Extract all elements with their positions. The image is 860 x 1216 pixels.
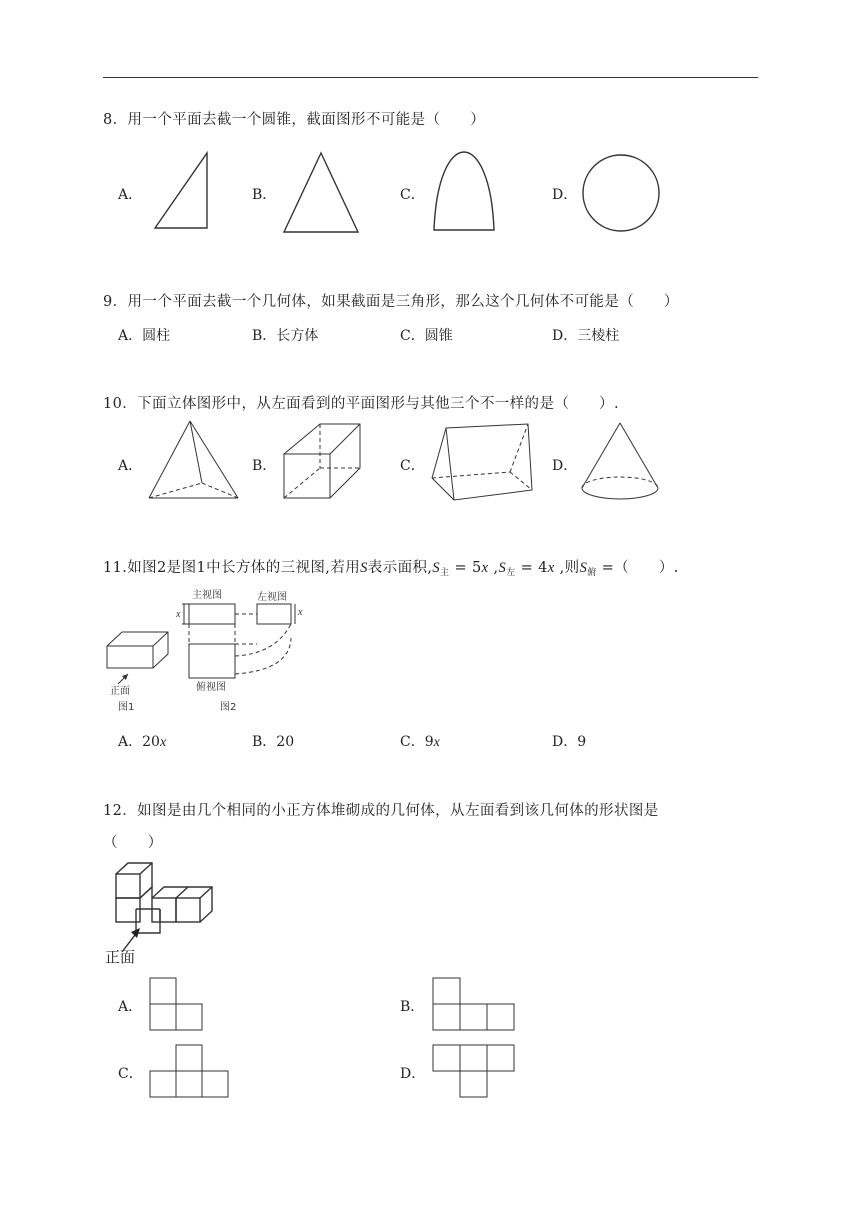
q11-x1: x <box>481 560 489 576</box>
q8-right-triangle-figure <box>150 150 210 232</box>
q10-option-d-label[interactable]: D． <box>552 458 578 474</box>
q11-fig2-label: 图2 <box>220 702 237 713</box>
q9-stem: 9．用一个平面去截一个几何体，如果截面是三角形，那么这个几何体不可能是（ ） <box>103 294 679 310</box>
q11-s-top: S <box>579 560 588 576</box>
q11-option-a-label: A． <box>118 734 143 750</box>
q11-comma1: , <box>488 560 499 576</box>
q11-option-d-label: D． <box>552 734 578 750</box>
q11-main-view-rect <box>189 604 235 624</box>
q11-stem-lead: 11.如图2是图1中长方体的三视图,若用 <box>103 560 361 576</box>
q11-option-c-var: x <box>433 735 440 750</box>
q10-option-b-label[interactable]: B． <box>252 458 277 474</box>
q11-tail: =（ ）. <box>596 560 679 576</box>
q9-option-d[interactable]: D．三棱柱 <box>552 328 620 344</box>
q11-main-view-label: 主视图 <box>192 590 222 601</box>
q12-option-b-label[interactable]: B． <box>400 999 425 1015</box>
q11-sub-main: 主 <box>440 568 450 578</box>
q12-option-a-grid <box>148 976 208 1032</box>
q8-option-d-label[interactable]: D． <box>552 187 578 203</box>
q10-cuboid-figure <box>280 420 364 504</box>
q11-eq-main: = 5 <box>449 560 482 576</box>
q12-option-b-grid <box>431 976 517 1032</box>
q9-option-a[interactable]: A．圆柱 <box>118 328 171 344</box>
q11-option-c-value: 9 <box>424 734 434 750</box>
q8-option-b-label[interactable]: B． <box>252 187 277 203</box>
q11-x2: x <box>547 560 555 576</box>
q11-s-main: S <box>432 560 441 576</box>
q8-option-a-label[interactable]: A． <box>118 187 143 203</box>
q10-cone-figure <box>578 420 662 502</box>
header-rule <box>103 77 758 78</box>
q9-option-b[interactable]: B．长方体 <box>252 328 319 344</box>
q12-stem-line1: 12．如图是由几个相同的小正方体堆砌成的几何体，从左面看到该几何体的形状图是 <box>103 803 659 819</box>
q11-x-label-main: x <box>176 609 181 620</box>
q10-stem: 10．下面立体图形中，从左面看到的平面图形与其他三个不一样的是（ ）. <box>103 396 619 412</box>
q11-front-label: 正面 <box>110 686 130 697</box>
q12-front-label: 正面 <box>105 948 136 966</box>
q11-fig1-label: 图1 <box>118 702 135 713</box>
q11-option-d-value: 9 <box>577 734 587 750</box>
q12-option-d-label[interactable]: D． <box>400 1066 426 1082</box>
q10-prism-figure <box>428 420 536 504</box>
q11-s-symbol: S <box>360 560 368 576</box>
q11-comma2: ,则 <box>554 560 580 576</box>
q12-stem-line2: （ ） <box>103 835 163 851</box>
q11-x-label-left: x <box>298 607 303 618</box>
q9-option-c[interactable]: C．圆锥 <box>400 328 453 344</box>
q11-top-view-label: 俯视图 <box>196 682 226 693</box>
q11-option-a-value: 20 <box>142 734 160 750</box>
q10-option-a-label[interactable]: A． <box>118 458 143 474</box>
q11-three-view-figure <box>100 586 330 716</box>
q12-option-d-grid <box>431 1043 517 1099</box>
q11-fig1-cuboid <box>107 632 168 668</box>
q8-isosceles-triangle-figure <box>280 150 362 236</box>
q11-sub-left: 左 <box>506 568 516 578</box>
q8-parabola-figure <box>430 148 498 234</box>
q11-option-a-var: x <box>159 735 167 750</box>
q11-option-a[interactable] <box>118 731 166 751</box>
q10-pyramid-figure <box>146 418 242 504</box>
q11-sub-top: 俯 <box>587 568 597 578</box>
q11-eq-left: = 4 <box>515 560 548 576</box>
q11-option-b-label: B． <box>252 734 277 750</box>
q12-option-a-label[interactable]: A． <box>118 999 143 1015</box>
q11-option-d[interactable] <box>552 731 586 751</box>
q10-option-c-label[interactable]: C． <box>400 458 425 474</box>
q12-option-c-label[interactable]: C． <box>118 1066 143 1082</box>
q8-stem: 8．用一个平面去截一个圆锥，截面图形不可能是（ ） <box>103 112 486 128</box>
q8-option-c-label[interactable]: C． <box>400 187 425 203</box>
q11-left-view-label: 左视图 <box>257 592 287 603</box>
q12-cube-stack-figure <box>100 860 230 970</box>
q11-stem <box>103 556 679 578</box>
q11-top-view-rect <box>189 644 235 678</box>
q11-option-b[interactable] <box>252 731 294 751</box>
q11-s-left: S <box>498 560 507 576</box>
q11-option-c[interactable] <box>400 731 440 751</box>
q12-option-c-grid <box>148 1043 234 1099</box>
q11-option-b-value: 20 <box>276 734 295 750</box>
q11-left-view-rect <box>257 604 291 624</box>
q11-option-c-label: C． <box>400 734 425 750</box>
q8-circle-figure <box>580 152 662 234</box>
q11-stem-mid: 表示面积, <box>367 560 433 576</box>
